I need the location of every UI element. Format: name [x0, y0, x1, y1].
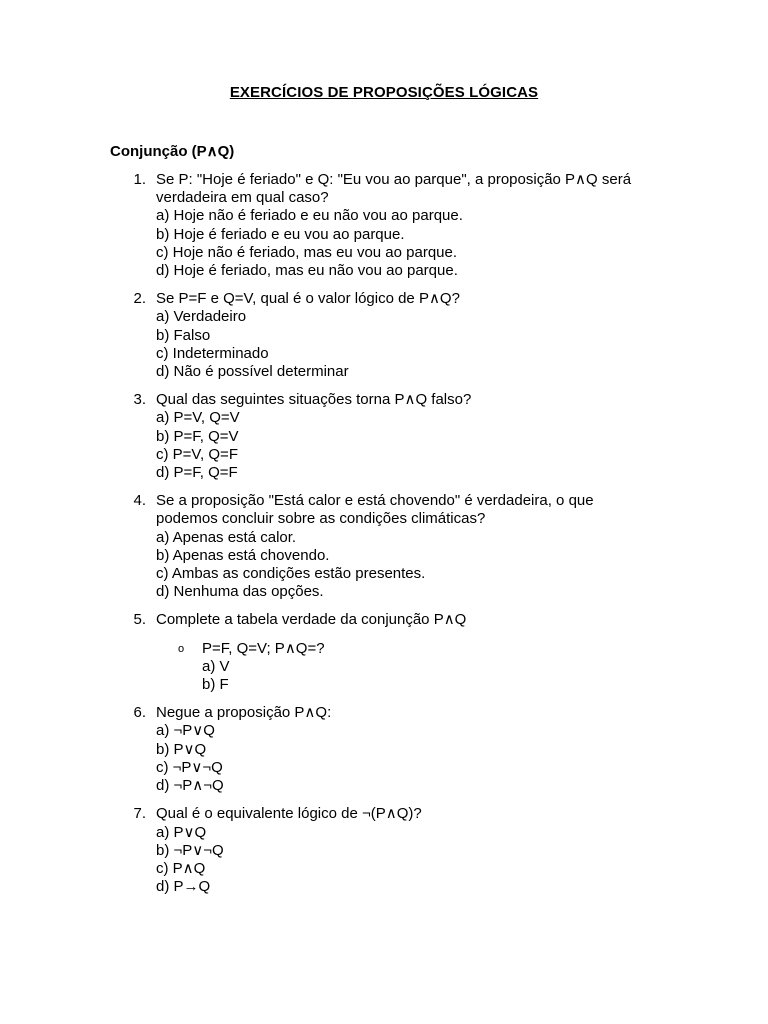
question-number: 3. [133, 391, 146, 409]
question-number: 2. [133, 290, 146, 308]
question-6 [0, 704, 768, 795]
option-c: c) Hoje não é feriado, mas eu vou ao parque. [156, 243, 458, 261]
question-text: Complete a tabela verdade da conjunção P∧Q [156, 611, 467, 629]
question-body [156, 391, 656, 482]
option-a: a) Hoje não é feriado e eu não vou ao parque. [156, 207, 463, 225]
question-1 [0, 171, 768, 280]
option-a: a) Verdadeiro [156, 308, 247, 326]
question-list [0, 171, 768, 906]
option-b: b) Hoje é feriado e eu vou ao parque. [156, 225, 405, 243]
option-a: a) V [202, 657, 230, 675]
question-text: Qual das seguintes situações torna P∧Q falso? [156, 391, 472, 409]
question-body [156, 704, 656, 795]
option-c: c) P∧Q [156, 859, 206, 877]
sub-item-body [202, 640, 656, 695]
sub-bullet-marker: o [178, 642, 185, 655]
question-5 [0, 611, 768, 694]
option-c: c) P=V, Q=F [156, 445, 238, 463]
question-text: Negue a proposição P∧Q: [156, 704, 332, 722]
option-a: a) ¬P∨Q [156, 722, 215, 740]
sub-item-text: P=F, Q=V; P∧Q=? [202, 639, 325, 657]
option-a: a) P=V, Q=V [156, 409, 240, 427]
question-number: 7. [133, 805, 146, 823]
option-c: c) Indeterminado [156, 344, 269, 362]
option-d: d) Hoje é feriado, mas eu não vou ao parque. [156, 262, 458, 280]
option-b: b) P∨Q [156, 740, 207, 758]
question-body [156, 290, 656, 381]
option-d: d) Não é possível determinar [156, 363, 349, 381]
option-c: c) Ambas as condições estão presentes. [156, 565, 426, 583]
question-body [156, 611, 656, 694]
option-b: b) F [202, 676, 229, 694]
section-heading: Conjunção (P∧Q) [110, 143, 235, 160]
question-number: 5. [133, 611, 146, 629]
option-c: c) ¬P∨¬Q [156, 758, 223, 776]
question-4 [0, 492, 768, 601]
sub-list-item [156, 640, 656, 695]
document-title: EXERCÍCIOS DE PROPOSIÇÕES LÓGICAS [229, 84, 539, 101]
question-number: 1. [133, 171, 146, 188]
question-number: 4. [133, 492, 146, 510]
option-d: d) P→Q [156, 878, 211, 896]
question-3 [0, 391, 768, 482]
question-text: Se a proposição "Está calor e está chovendo" é verdadeira, o que podemos concluir sobre as condições climáticas? [156, 492, 598, 528]
option-d: d) Nenhuma das opções. [156, 583, 324, 601]
option-a: a) Apenas está calor. [156, 528, 297, 546]
question-body [156, 492, 656, 601]
question-2 [0, 290, 768, 381]
question-text: Qual é o equivalente lógico de ¬(P∧Q)? [156, 805, 422, 823]
question-text: Se P: "Hoje é feriado" e Q: "Eu vou ao parque", a proposição P∧Q será verdadeira em qual caso? [156, 171, 636, 207]
option-b: b) Falso [156, 326, 211, 344]
option-d: d) ¬P∧¬Q [156, 777, 224, 795]
question-body [156, 171, 656, 280]
option-b: b) P=F, Q=V [156, 427, 239, 445]
question-number: 6. [133, 704, 146, 722]
question-body [156, 805, 656, 896]
option-a: a) P∨Q [156, 823, 207, 841]
option-b: b) ¬P∨¬Q [156, 841, 224, 859]
option-d: d) P=F, Q=F [156, 464, 238, 482]
option-b: b) Apenas está chovendo. [156, 546, 330, 564]
question-text: Se P=F e Q=V, qual é o valor lógico de P∧Q? [156, 290, 460, 308]
question-7 [0, 805, 768, 896]
